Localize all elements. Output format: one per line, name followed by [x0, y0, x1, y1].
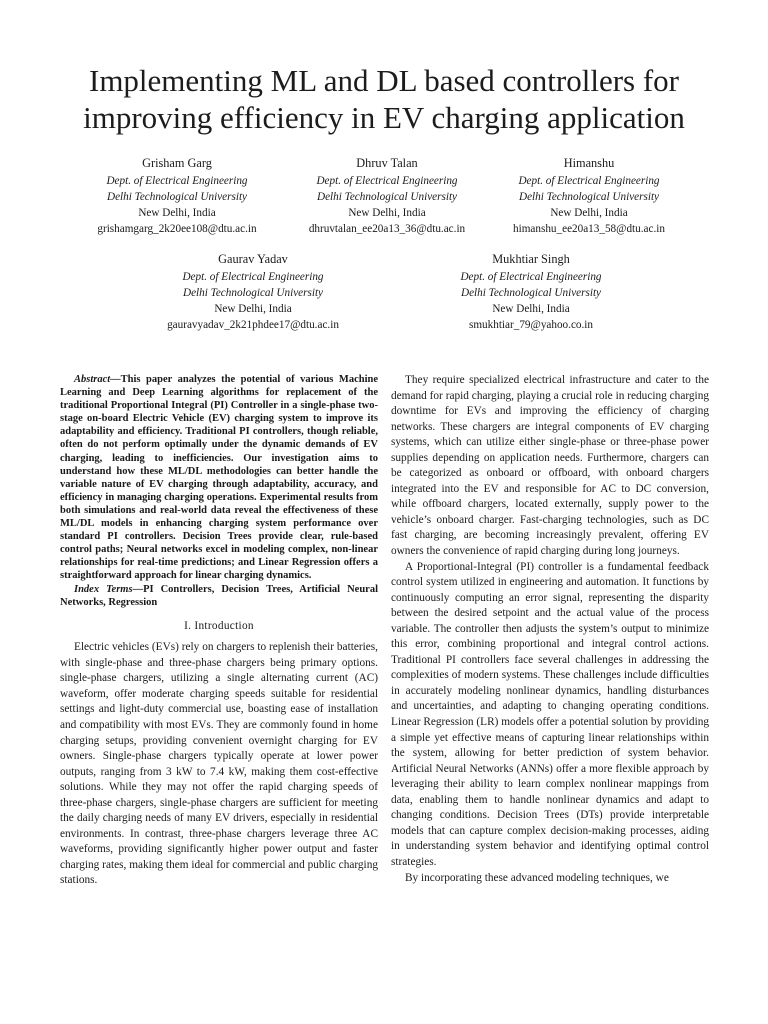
- author-block-1: [72, 155, 282, 237]
- abstract-text: —This paper analyzes the potential of various Machine Learning and Deep Learning algorithms for replacement of the traditional Proportional Integral (PI) Controller in a single-phase two-stage on-board Electric Vehicle (EV) charging system to improve its adaptability and efficiency. Traditional PI controllers, though reliable, often do not perform optimally under the dynamic demands of EV charging, leading to inefficiencies. Our investigation aims to understand how these ML/DL methodologies can better handle the variable nature of EV charging through adaptability, accuracy, and efficiency in managing charging operations. Experimental results from both simulations and real-world data reveal the effectiveness of these ML/DL models in enhancing charging system performance over standard PI controllers. Decision Trees provide clear, rule-based control paths; Neural networks excel in modeling complex, non-linear relationships for real-time predictions; and Linear Regression offers a straightforward approach for linear charging dynamics.: [60, 374, 378, 582]
- index-terms: [60, 583, 378, 609]
- author-dept: Dept. of Electrical Engineering: [460, 271, 602, 283]
- author-dept: Dept. of Electrical Engineering: [316, 175, 458, 187]
- author-university: Delhi Technological University: [106, 191, 248, 203]
- author-email: himanshu_ee20a13_58@dtu.ac.in: [513, 223, 665, 235]
- author-city: New Delhi, India: [214, 303, 292, 315]
- section-heading: I. Introduction: [184, 619, 254, 632]
- author-name: Himanshu: [563, 156, 615, 170]
- author-university: Delhi Technological University: [182, 287, 324, 299]
- author-email: dhruvtalan_ee20a13_36@dtu.ac.in: [308, 223, 466, 235]
- author-city: New Delhi, India: [492, 303, 570, 315]
- abstract-label: Abstract: [74, 374, 111, 385]
- author-name: Mukhtiar Singh: [492, 252, 570, 266]
- author-dept: Dept. of Electrical Engineering: [182, 271, 324, 283]
- author-block-5: [424, 251, 638, 333]
- author-name: Grisham Garg: [142, 156, 212, 170]
- body-paragraph: A Proportional-Integral (PI) controller is a fundamental feedback control system utilized in engineering and automation. It functions by continuously computing an error signal, representing the disparity between the desired setpoint and the actual value of the process variable. The controller then adjusts the system’s output to minimize this error, combining proportional and integral control actions. Traditional PI controllers face several challenges in addressing the complexities of modern systems. These challenges include difficulties in accurately modeling nonlinear dynamics, handling disturbances and uncertainties, and adapting to changing operating conditions. Linear Regression (LR) models offer a potential solution by providing a simple yet effective means of capturing linear relationships within the system, allowing for better prediction of system behavior. Artificial Neural Networks (ANNs) offer a more flexible approach by leveraging their ability to learn complex nonlinear mappings from data, enabling them to handle nonlinear dynamics and adapt to changing conditions. Decision Trees (DTs) provide interpretable models that can capture complex decision-making processes, aiding in understanding system behavior and identifying optimal control strategies.: [391, 560, 709, 868]
- author-block-3: [484, 155, 694, 237]
- index-terms-text: —PI Controllers, Decision Trees, Artificial Neural Networks, Regression: [60, 583, 378, 608]
- right-column: [391, 373, 709, 886]
- author-block-2: [282, 155, 492, 237]
- author-name: Gaurav Yadav: [218, 252, 288, 266]
- author-email: grishamgarg_2k20ee108@dtu.ac.in: [97, 223, 257, 235]
- left-column: [60, 373, 378, 889]
- author-name: Dhruv Talan: [356, 156, 418, 170]
- author-city: New Delhi, India: [550, 207, 628, 219]
- index-terms-label: Index Terms: [74, 583, 133, 595]
- author-university: Delhi Technological University: [518, 191, 660, 203]
- author-university: Delhi Technological University: [460, 287, 602, 299]
- author-dept: Dept. of Electrical Engineering: [106, 175, 248, 187]
- author-block-4: [146, 251, 360, 333]
- author-email: smukhtiar_79@yahoo.co.in: [468, 319, 594, 331]
- author-email: gauravyadav_2k21phdee17@dtu.ac.in: [167, 319, 339, 331]
- author-dept: Dept. of Electrical Engineering: [518, 175, 660, 187]
- body-paragraph: Electric vehicles (EVs) rely on chargers to replenish their batteries, with single-phase and three-phase chargers being primary options. single-phase chargers, utilizing a single alternating current (AC) waveform, offer moderate charging speeds suitable for residential settings and light-duty commercial use, boasting ease of installation and compatibility with most EVs. They are commonly found in home charging setups, providing convenient overnight charging for EV owners. Single-phase chargers typically operate at lower power outputs, ranging from 3 kW to 7.4 kW, making them cost-effective solutions. While they may not offer the rapid charging speeds of three-phase chargers, single-phase chargers are sufficient for meeting the daily charging needs of many EV drivers, especially in residential environments. In contrast, three-phase chargers leverage three AC waveforms, providing significantly higher power output and faster charging rates, making them ideal for commercial and public charging stations.: [60, 641, 378, 887]
- author-city: New Delhi, India: [348, 207, 426, 219]
- body-paragraph: They require specialized electrical infrastructure and cater to the demand for rapid charging, playing a crucial role in reducing charging downtime for EVs and improving the efficiency of charging networks. These chargers are integral components of EV charging systems, which can utilize either single-phase or three-phase power supplies depending on application needs. Furthermore, chargers can be categorized as onboard or offboard, with onboard chargers integrated into the EV and responsible for AC to DC conversion, while offboard chargers, located externally, supply power to the vehicle’s onboard charger. Fast-charging technologies, such as DC fast charging, are becoming increasingly prevalent, offering EV owners the convenience of rapid charging during long journeys.: [391, 374, 709, 558]
- body-paragraph: By incorporating these advanced modeling techniques, we: [405, 871, 669, 884]
- abstract: [60, 373, 378, 583]
- title-line-1: Implementing ML and DL based controllers for: [89, 63, 679, 98]
- paper-title: [40, 62, 728, 136]
- author-university: Delhi Technological University: [316, 191, 458, 203]
- author-city: New Delhi, India: [138, 207, 216, 219]
- title-line-2: improving efficiency in EV charging application: [83, 100, 685, 135]
